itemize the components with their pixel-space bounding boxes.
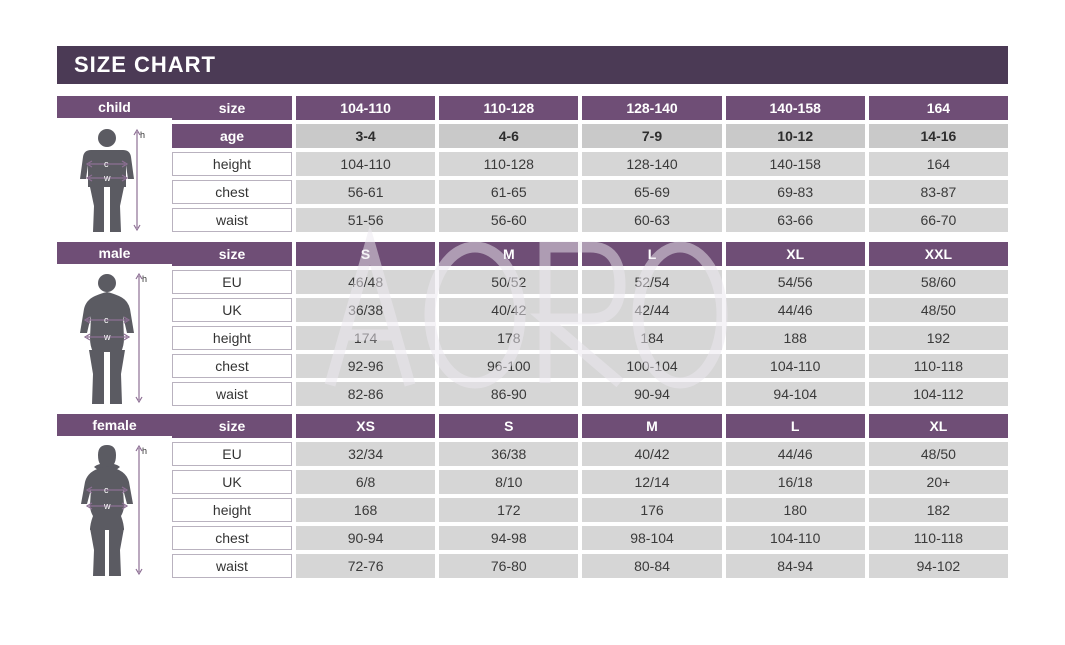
table-cell: 16/18 <box>726 470 865 494</box>
section-male <box>57 242 1008 408</box>
table-row <box>172 152 1008 176</box>
table-cell: 176 <box>582 498 721 522</box>
table-row <box>172 414 1008 438</box>
section-female <box>57 414 1008 580</box>
table-cell: XXL <box>869 242 1008 266</box>
height-marker-label: h <box>141 446 147 456</box>
table-cell: 82-86 <box>296 382 435 406</box>
table-row <box>172 96 1008 120</box>
table-row <box>172 124 1008 148</box>
row-label: waist <box>172 554 292 578</box>
table-cell: 98-104 <box>582 526 721 550</box>
table-cell: 69-83 <box>726 180 865 204</box>
table-cell: XS <box>296 414 435 438</box>
chest-marker-label: c <box>103 315 108 325</box>
table-cell: 36/38 <box>439 442 578 466</box>
table-cell: 104-110 <box>296 96 435 120</box>
table-row <box>172 208 1008 232</box>
table-cell: 61-65 <box>439 180 578 204</box>
table-cell: S <box>296 242 435 266</box>
child-silhouette <box>61 124 169 236</box>
table-cell: 3-4 <box>296 124 435 148</box>
table-cell: S <box>439 414 578 438</box>
size-chart-table <box>57 96 1008 580</box>
table-row <box>172 498 1008 522</box>
table-row <box>172 442 1008 466</box>
male-figure-wrap <box>57 266 172 432</box>
table-cell: 86-90 <box>439 382 578 406</box>
table-cell: 174 <box>296 326 435 350</box>
table-row <box>172 298 1008 322</box>
table-cell: 110-128 <box>439 96 578 120</box>
row-label: age <box>172 124 292 148</box>
table-cell: 44/46 <box>726 442 865 466</box>
table-cell: 56-61 <box>296 180 435 204</box>
female-rows <box>172 414 1008 580</box>
group-label-child: child <box>57 96 172 118</box>
row-label: height <box>172 498 292 522</box>
table-cell: 164 <box>869 152 1008 176</box>
male-silhouette <box>61 270 169 408</box>
row-label: UK <box>172 470 292 494</box>
table-cell: 128-140 <box>582 152 721 176</box>
child-figure-column <box>57 96 172 236</box>
table-cell: 60-63 <box>582 208 721 232</box>
table-cell: 83-87 <box>869 180 1008 204</box>
table-cell: 104-110 <box>726 354 865 378</box>
table-cell: 104-110 <box>726 526 865 550</box>
table-cell: 128-140 <box>582 96 721 120</box>
table-cell: 63-66 <box>726 208 865 232</box>
male-figure-column <box>57 242 172 408</box>
row-label: chest <box>172 354 292 378</box>
row-label: waist <box>172 208 292 232</box>
table-cell: 94-98 <box>439 526 578 550</box>
row-label: height <box>172 326 292 350</box>
table-cell: 140-158 <box>726 96 865 120</box>
table-cell: 48/50 <box>869 298 1008 322</box>
table-cell: L <box>726 414 865 438</box>
row-label: waist <box>172 382 292 406</box>
table-cell: 66-70 <box>869 208 1008 232</box>
row-label: UK <box>172 298 292 322</box>
table-cell: 54/56 <box>726 270 865 294</box>
table-cell: M <box>582 414 721 438</box>
table-row <box>172 554 1008 578</box>
table-cell: 65-69 <box>582 180 721 204</box>
group-label-female: female <box>57 414 172 436</box>
waist-marker-label: w <box>103 332 110 342</box>
table-cell: 140-158 <box>726 152 865 176</box>
section-child <box>57 96 1008 236</box>
table-cell: 8/10 <box>439 470 578 494</box>
table-cell: 4-6 <box>439 124 578 148</box>
table-cell: 100-104 <box>582 354 721 378</box>
table-cell: 36/38 <box>296 298 435 322</box>
table-cell: M <box>439 242 578 266</box>
table-cell: 40/42 <box>582 442 721 466</box>
title-bar <box>57 46 1008 84</box>
chest-marker-label: c <box>103 159 108 169</box>
table-cell: 80-84 <box>582 554 721 578</box>
waist-marker-label: w <box>103 501 110 511</box>
table-cell: 110-118 <box>869 354 1008 378</box>
table-row <box>172 180 1008 204</box>
row-label: size <box>172 96 292 120</box>
table-cell: 90-94 <box>296 526 435 550</box>
table-cell: 110-128 <box>439 152 578 176</box>
table-row <box>172 242 1008 266</box>
table-cell: 96-100 <box>439 354 578 378</box>
row-label: size <box>172 242 292 266</box>
table-cell: 180 <box>726 498 865 522</box>
table-cell: 20+ <box>869 470 1008 494</box>
child-rows <box>172 96 1008 236</box>
child-figure-wrap <box>57 120 172 260</box>
row-label: chest <box>172 526 292 550</box>
height-marker-label: h <box>141 274 147 284</box>
chest-marker-label: c <box>103 485 108 495</box>
male-rows <box>172 242 1008 408</box>
table-cell: 84-94 <box>726 554 865 578</box>
table-cell: 90-94 <box>582 382 721 406</box>
row-label: chest <box>172 180 292 204</box>
table-cell: 94-102 <box>869 554 1008 578</box>
table-cell: 110-118 <box>869 526 1008 550</box>
table-cell: 76-80 <box>439 554 578 578</box>
waist-marker-label: w <box>103 173 110 183</box>
table-row <box>172 326 1008 350</box>
table-row <box>172 526 1008 550</box>
row-label: EU <box>172 270 292 294</box>
female-figure-column <box>57 414 172 580</box>
table-cell: 12/14 <box>582 470 721 494</box>
table-cell: 92-96 <box>296 354 435 378</box>
table-row <box>172 270 1008 294</box>
table-cell: 188 <box>726 326 865 350</box>
table-cell: 164 <box>869 96 1008 120</box>
table-cell: 172 <box>439 498 578 522</box>
table-cell: 46/48 <box>296 270 435 294</box>
table-cell: 7-9 <box>582 124 721 148</box>
table-cell: 104-110 <box>296 152 435 176</box>
table-cell: 32/34 <box>296 442 435 466</box>
table-cell: 168 <box>296 498 435 522</box>
table-cell: 44/46 <box>726 298 865 322</box>
table-cell: 14-16 <box>869 124 1008 148</box>
table-cell: 48/50 <box>869 442 1008 466</box>
table-cell: 6/8 <box>296 470 435 494</box>
table-cell: 94-104 <box>726 382 865 406</box>
table-cell: 51-56 <box>296 208 435 232</box>
table-cell: 40/42 <box>439 298 578 322</box>
table-cell: 72-76 <box>296 554 435 578</box>
table-cell: 10-12 <box>726 124 865 148</box>
table-cell: 192 <box>869 326 1008 350</box>
table-row <box>172 470 1008 494</box>
table-cell: XL <box>869 414 1008 438</box>
table-cell: 56-60 <box>439 208 578 232</box>
height-marker-label: h <box>139 130 145 140</box>
table-cell: 50/52 <box>439 270 578 294</box>
table-cell: 184 <box>582 326 721 350</box>
table-cell: 42/44 <box>582 298 721 322</box>
female-silhouette <box>61 442 169 580</box>
table-cell: L <box>582 242 721 266</box>
row-label: height <box>172 152 292 176</box>
table-row <box>172 354 1008 378</box>
table-cell: 58/60 <box>869 270 1008 294</box>
page-title: SIZE CHART <box>74 52 216 77</box>
female-figure-wrap <box>57 438 172 604</box>
table-cell: XL <box>726 242 865 266</box>
table-row <box>172 382 1008 406</box>
group-label-male: male <box>57 242 172 264</box>
table-cell: 178 <box>439 326 578 350</box>
table-cell: 104-112 <box>869 382 1008 406</box>
table-cell: 52/54 <box>582 270 721 294</box>
row-label: size <box>172 414 292 438</box>
row-label: EU <box>172 442 292 466</box>
table-cell: 182 <box>869 498 1008 522</box>
